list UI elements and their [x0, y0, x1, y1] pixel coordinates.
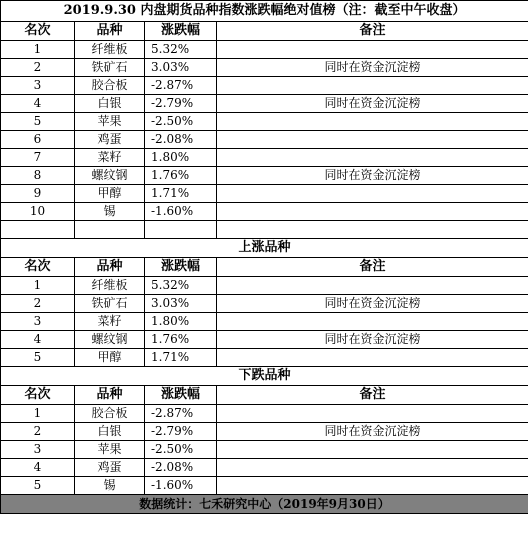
blank-cell — [1, 221, 75, 239]
blank-cell — [145, 221, 217, 239]
rank-cell: 3 — [1, 441, 75, 459]
name-cell: 锡 — [75, 477, 145, 495]
rank-cell: 1 — [1, 405, 75, 423]
title-row — [1, 1, 528, 22]
rank-cell: 3 — [1, 313, 75, 331]
table-row — [1, 113, 528, 131]
change-cell: -2.87% — [145, 405, 217, 423]
change-cell: -2.08% — [145, 459, 217, 477]
name-cell: 铁矿石 — [75, 59, 145, 77]
note-cell — [217, 349, 528, 367]
name-cell: 白银 — [75, 95, 145, 113]
header-change: 涨跌幅 — [145, 22, 217, 41]
note-cell — [217, 477, 528, 495]
header-name: 品种 — [75, 386, 145, 405]
table-body — [1, 1, 528, 514]
change-cell: 5.32% — [145, 277, 217, 295]
header-rank: 名次 — [1, 386, 75, 405]
note-cell — [217, 277, 528, 295]
footer-source: 数据统计：七禾研究中心（2019年9月30日） — [1, 495, 528, 514]
note-cell — [217, 203, 528, 221]
name-cell: 锡 — [75, 203, 145, 221]
note-cell — [217, 313, 528, 331]
note-cell: 同时在资金沉淀榜 — [217, 59, 528, 77]
table-row — [1, 203, 528, 221]
name-cell: 苹果 — [75, 441, 145, 459]
rank-cell: 4 — [1, 459, 75, 477]
footer-row — [1, 495, 528, 514]
change-cell: -2.79% — [145, 423, 217, 441]
table-row — [1, 77, 528, 95]
name-cell: 菜籽 — [75, 313, 145, 331]
table-row — [1, 59, 528, 77]
change-cell: 1.71% — [145, 349, 217, 367]
table-row — [1, 95, 528, 113]
table-row — [1, 167, 528, 185]
name-cell: 菜籽 — [75, 149, 145, 167]
table-row — [1, 423, 528, 441]
change-cell: -2.87% — [145, 77, 217, 95]
table-row — [1, 277, 528, 295]
note-cell — [217, 441, 528, 459]
header-rank: 名次 — [1, 258, 75, 277]
table-row — [1, 477, 528, 495]
change-cell: 1.71% — [145, 185, 217, 203]
table-row — [1, 295, 528, 313]
section3-title-row — [1, 367, 528, 386]
change-cell: 1.80% — [145, 149, 217, 167]
rank-cell: 6 — [1, 131, 75, 149]
change-cell: 1.80% — [145, 313, 217, 331]
blank-cell — [217, 221, 528, 239]
blank-cell — [75, 221, 145, 239]
note-cell — [217, 149, 528, 167]
table-row — [1, 149, 528, 167]
header-rank: 名次 — [1, 22, 75, 41]
note-cell — [217, 41, 528, 59]
rank-cell: 5 — [1, 477, 75, 495]
rank-cell: 9 — [1, 185, 75, 203]
header-note: 备注 — [217, 258, 528, 277]
rank-cell: 1 — [1, 41, 75, 59]
header-name: 品种 — [75, 22, 145, 41]
rank-cell: 2 — [1, 295, 75, 313]
rank-cell: 4 — [1, 331, 75, 349]
name-cell: 纤维板 — [75, 277, 145, 295]
rank-cell: 2 — [1, 423, 75, 441]
name-cell: 胶合板 — [75, 77, 145, 95]
note-cell — [217, 459, 528, 477]
header-note: 备注 — [217, 22, 528, 41]
change-cell: 5.32% — [145, 41, 217, 59]
note-cell — [217, 185, 528, 203]
name-cell: 白银 — [75, 423, 145, 441]
change-cell: -2.50% — [145, 113, 217, 131]
section2-header-row — [1, 258, 528, 277]
rank-cell: 2 — [1, 59, 75, 77]
rank-cell: 3 — [1, 77, 75, 95]
table-row — [1, 331, 528, 349]
table-row — [1, 459, 528, 477]
note-cell: 同时在资金沉淀榜 — [217, 295, 528, 313]
section3-header-row — [1, 386, 528, 405]
table-row — [1, 405, 528, 423]
table-row — [1, 349, 528, 367]
change-cell: -2.50% — [145, 441, 217, 459]
rank-cell: 4 — [1, 95, 75, 113]
rank-cell: 5 — [1, 349, 75, 367]
change-cell: -2.08% — [145, 131, 217, 149]
rank-cell: 7 — [1, 149, 75, 167]
note-cell: 同时在资金沉淀榜 — [217, 167, 528, 185]
name-cell: 苹果 — [75, 113, 145, 131]
note-cell — [217, 131, 528, 149]
name-cell: 胶合板 — [75, 405, 145, 423]
note-cell: 同时在资金沉淀榜 — [217, 331, 528, 349]
note-cell: 同时在资金沉淀榜 — [217, 95, 528, 113]
name-cell: 鸡蛋 — [75, 131, 145, 149]
section2-title-row — [1, 239, 528, 258]
name-cell: 甲醇 — [75, 185, 145, 203]
table-row — [1, 131, 528, 149]
note-cell — [217, 113, 528, 131]
name-cell: 铁矿石 — [75, 295, 145, 313]
note-cell: 同时在资金沉淀榜 — [217, 423, 528, 441]
change-cell: 1.76% — [145, 331, 217, 349]
name-cell: 甲醇 — [75, 349, 145, 367]
header-change: 涨跌幅 — [145, 258, 217, 277]
change-cell: -1.60% — [145, 203, 217, 221]
table-row — [1, 41, 528, 59]
name-cell: 纤维板 — [75, 41, 145, 59]
rank-cell: 8 — [1, 167, 75, 185]
change-cell: -1.60% — [145, 477, 217, 495]
name-cell: 鸡蛋 — [75, 459, 145, 477]
note-cell — [217, 77, 528, 95]
rank-cell: 10 — [1, 203, 75, 221]
table-title: 2019.9.30 内盘期货品种指数涨跌幅绝对值榜（注：截至中午收盘） — [1, 1, 528, 22]
rank-cell: 1 — [1, 277, 75, 295]
header-change: 涨跌幅 — [145, 386, 217, 405]
rank-cell: 5 — [1, 113, 75, 131]
name-cell: 螺纹钢 — [75, 331, 145, 349]
name-cell: 螺纹钢 — [75, 167, 145, 185]
blank-row — [1, 221, 528, 239]
change-cell: 1.76% — [145, 167, 217, 185]
table-row — [1, 441, 528, 459]
change-cell: 3.03% — [145, 295, 217, 313]
note-cell — [217, 405, 528, 423]
header-name: 品种 — [75, 258, 145, 277]
section1-header-row — [1, 22, 528, 41]
header-note: 备注 — [217, 386, 528, 405]
section-title: 下跌品种 — [1, 367, 528, 386]
table-row — [1, 313, 528, 331]
section-title: 上涨品种 — [1, 239, 528, 258]
change-cell: 3.03% — [145, 59, 217, 77]
change-cell: -2.79% — [145, 95, 217, 113]
table-row — [1, 185, 528, 203]
